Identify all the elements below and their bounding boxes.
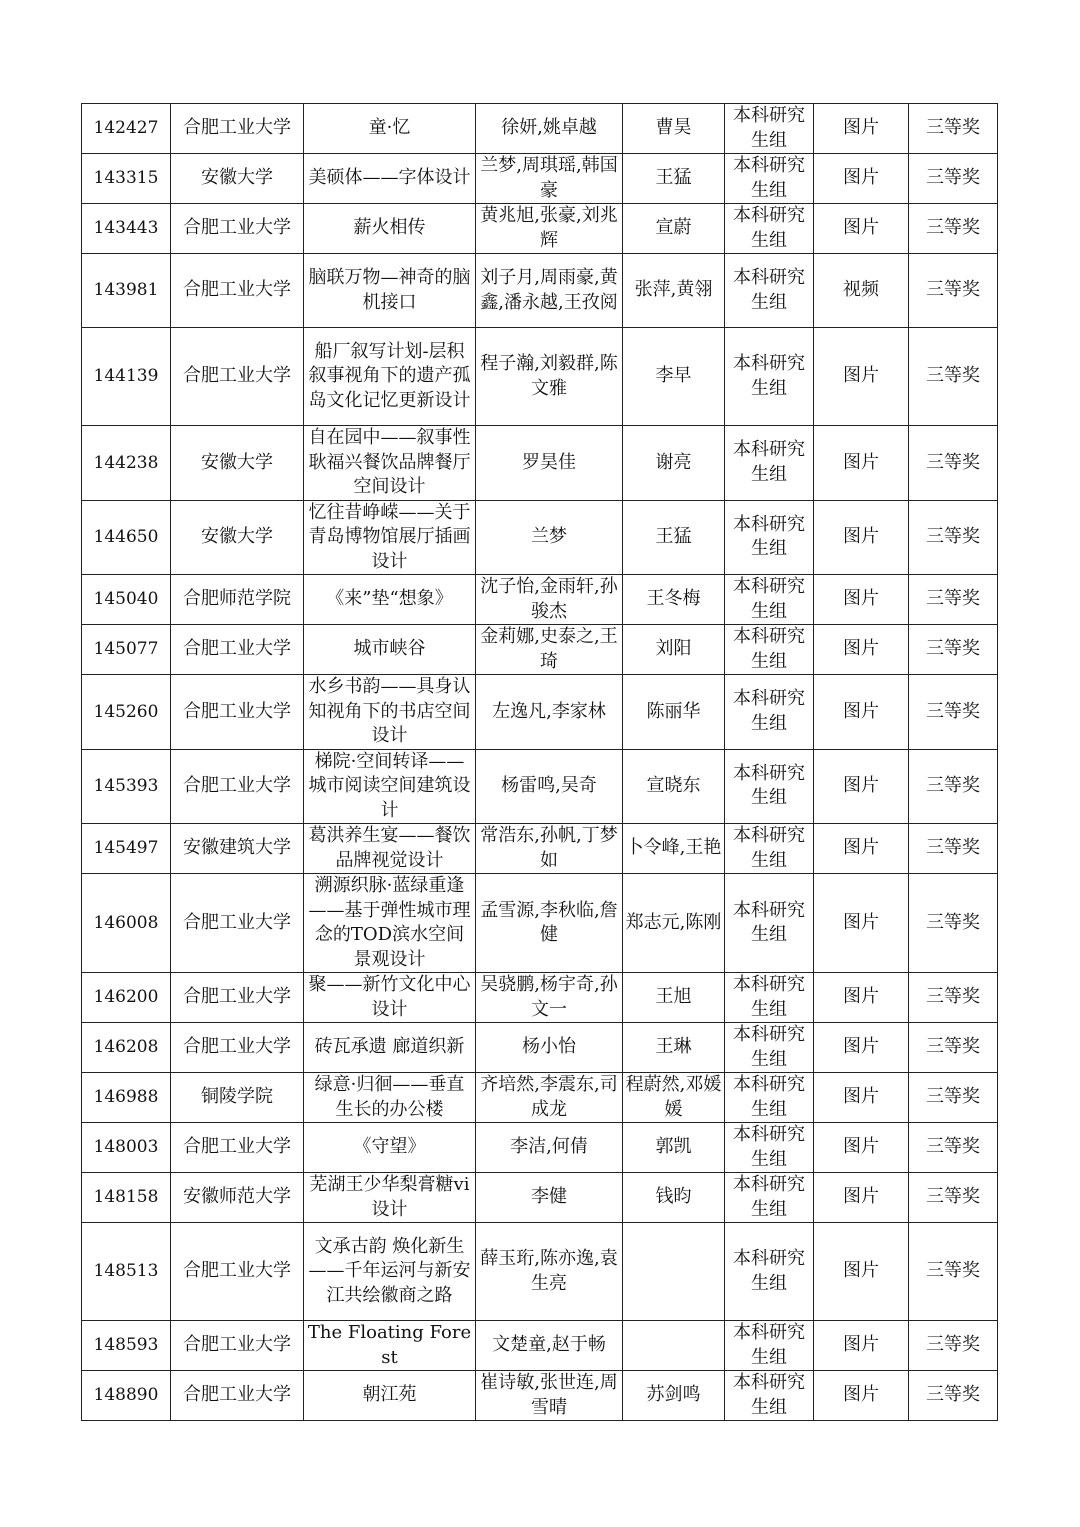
school-cell: 安徽师范大学 <box>171 1173 304 1223</box>
table-row <box>82 500 998 575</box>
award-cell: 三等奖 <box>909 500 998 575</box>
entry-id-cell: 145260 <box>82 675 171 750</box>
group-cell: 本科研究生组 <box>725 328 814 426</box>
group-cell: 本科研究生组 <box>725 204 814 254</box>
work-title-cell: 美硕体——字体设计 <box>304 154 476 204</box>
authors-cell: 齐培然,李震东,司成龙 <box>476 1073 623 1123</box>
work-title-cell: The Floating Forest <box>304 1321 476 1371</box>
school-cell: 合肥工业大学 <box>171 1371 304 1421</box>
authors-cell: 崔诗敏,张世连,周雪晴 <box>476 1371 623 1421</box>
work-type-cell: 图片 <box>814 1173 909 1223</box>
advisor-cell: 张萍,黄翎 <box>623 254 725 328</box>
school-cell: 合肥工业大学 <box>171 1321 304 1371</box>
group-cell: 本科研究生组 <box>725 874 814 973</box>
work-title-cell: 溯源织脉·蓝绿重逢——基于弹性城市理念的TOD滨水空间景观设计 <box>304 874 476 973</box>
work-title-cell: 葛洪养生宴——餐饮品牌视觉设计 <box>304 824 476 874</box>
table-row <box>82 328 998 426</box>
award-cell: 三等奖 <box>909 426 998 501</box>
work-type-cell: 图片 <box>814 104 909 154</box>
advisor-cell: 宣晓东 <box>623 749 725 824</box>
authors-cell: 常浩东,孙帆,丁梦如 <box>476 824 623 874</box>
table-row <box>82 1023 998 1073</box>
group-cell: 本科研究生组 <box>725 426 814 501</box>
table-row <box>82 749 998 824</box>
entry-id-cell: 145040 <box>82 575 171 625</box>
authors-cell: 刘子月,周雨豪,黄鑫,潘永越,王孜阅 <box>476 254 623 328</box>
entry-id-cell: 148513 <box>82 1223 171 1321</box>
work-type-cell: 图片 <box>814 973 909 1023</box>
table-row <box>82 254 998 328</box>
work-type-cell: 图片 <box>814 575 909 625</box>
school-cell: 合肥工业大学 <box>171 104 304 154</box>
award-cell: 三等奖 <box>909 254 998 328</box>
entry-id-cell: 144650 <box>82 500 171 575</box>
table-row <box>82 874 998 973</box>
entry-id-cell: 145497 <box>82 824 171 874</box>
authors-cell: 吴骁鹏,杨宇奇,孙文一 <box>476 973 623 1023</box>
work-type-cell: 图片 <box>814 1223 909 1321</box>
work-title-cell: 梯院·空间转译——城市阅读空间建筑设计 <box>304 749 476 824</box>
award-cell: 三等奖 <box>909 675 998 750</box>
group-cell: 本科研究生组 <box>725 1023 814 1073</box>
authors-cell: 金莉娜,史泰之,王琦 <box>476 625 623 675</box>
work-title-cell: 绿意·归徊——垂直生长的办公楼 <box>304 1073 476 1123</box>
award-cell: 三等奖 <box>909 824 998 874</box>
advisor-cell: 郭凯 <box>623 1123 725 1173</box>
work-type-cell: 图片 <box>814 1321 909 1371</box>
work-type-cell: 图片 <box>814 204 909 254</box>
school-cell: 合肥工业大学 <box>171 1023 304 1073</box>
entry-id-cell: 146208 <box>82 1023 171 1073</box>
advisor-cell: 苏剑鸣 <box>623 1371 725 1421</box>
table-row <box>82 154 998 204</box>
group-cell: 本科研究生组 <box>725 154 814 204</box>
group-cell: 本科研究生组 <box>725 1223 814 1321</box>
award-cell: 三等奖 <box>909 1173 998 1223</box>
work-type-cell: 图片 <box>814 749 909 824</box>
table-row <box>82 204 998 254</box>
award-cell: 三等奖 <box>909 1073 998 1123</box>
group-cell: 本科研究生组 <box>725 973 814 1023</box>
work-title-cell: 自在园中——叙事性耿福兴餐饮品牌餐厅空间设计 <box>304 426 476 501</box>
authors-cell: 杨小怡 <box>476 1023 623 1073</box>
authors-cell: 李健 <box>476 1173 623 1223</box>
group-cell: 本科研究生组 <box>725 575 814 625</box>
school-cell: 合肥工业大学 <box>171 1223 304 1321</box>
group-cell: 本科研究生组 <box>725 254 814 328</box>
work-type-cell: 图片 <box>814 154 909 204</box>
group-cell: 本科研究生组 <box>725 1321 814 1371</box>
entry-id-cell: 148158 <box>82 1173 171 1223</box>
authors-cell: 黄兆旭,张豪,刘兆辉 <box>476 204 623 254</box>
table-row <box>82 1123 998 1173</box>
award-cell: 三等奖 <box>909 104 998 154</box>
table-row <box>82 426 998 501</box>
award-cell: 三等奖 <box>909 1371 998 1421</box>
entry-id-cell: 143981 <box>82 254 171 328</box>
work-type-cell: 图片 <box>814 500 909 575</box>
work-title-cell: 脑联万物—神奇的脑机接口 <box>304 254 476 328</box>
group-cell: 本科研究生组 <box>725 824 814 874</box>
table-row <box>82 675 998 750</box>
award-cell: 三等奖 <box>909 874 998 973</box>
advisor-cell: 王旭 <box>623 973 725 1023</box>
group-cell: 本科研究生组 <box>725 500 814 575</box>
work-title-cell: 童·忆 <box>304 104 476 154</box>
group-cell: 本科研究生组 <box>725 749 814 824</box>
work-type-cell: 图片 <box>814 426 909 501</box>
school-cell: 合肥工业大学 <box>171 874 304 973</box>
authors-cell: 兰梦 <box>476 500 623 575</box>
entry-id-cell: 145077 <box>82 625 171 675</box>
advisor-cell: 王猛 <box>623 500 725 575</box>
work-type-cell: 图片 <box>814 328 909 426</box>
school-cell: 合肥工业大学 <box>171 625 304 675</box>
work-type-cell: 图片 <box>814 675 909 750</box>
table-row <box>82 1371 998 1421</box>
table-row <box>82 625 998 675</box>
table-row <box>82 104 998 154</box>
work-title-cell: 文承古韵 焕化新生——千年运河与新安江共绘徽商之路 <box>304 1223 476 1321</box>
award-cell: 三等奖 <box>909 749 998 824</box>
work-type-cell: 图片 <box>814 1073 909 1123</box>
award-cell: 三等奖 <box>909 1321 998 1371</box>
advisor-cell: 钱昀 <box>623 1173 725 1223</box>
work-title-cell: 忆往昔峥嵘——关于青岛博物馆展厅插画设计 <box>304 500 476 575</box>
table-row <box>82 973 998 1023</box>
work-type-cell: 图片 <box>814 1123 909 1173</box>
work-title-cell: 水乡书韵——具身认知视角下的书店空间设计 <box>304 675 476 750</box>
table-row <box>82 1223 998 1321</box>
work-type-cell: 图片 <box>814 625 909 675</box>
entry-id-cell: 148593 <box>82 1321 171 1371</box>
advisor-cell: 宣蔚 <box>623 204 725 254</box>
advisor-cell: 陈丽华 <box>623 675 725 750</box>
award-cell: 三等奖 <box>909 204 998 254</box>
advisor-cell <box>623 1321 725 1371</box>
award-cell: 三等奖 <box>909 973 998 1023</box>
work-title-cell: 城市峡谷 <box>304 625 476 675</box>
group-cell: 本科研究生组 <box>725 625 814 675</box>
entry-id-cell: 144238 <box>82 426 171 501</box>
entry-id-cell: 143443 <box>82 204 171 254</box>
work-title-cell: 芜湖王少华梨膏糖vi设计 <box>304 1173 476 1223</box>
authors-cell: 杨雷鸣,吴奇 <box>476 749 623 824</box>
work-title-cell: 砖瓦承遗 廊道织新 <box>304 1023 476 1073</box>
work-type-cell: 图片 <box>814 1371 909 1421</box>
school-cell: 合肥工业大学 <box>171 749 304 824</box>
group-cell: 本科研究生组 <box>725 1371 814 1421</box>
authors-cell: 程子瀚,刘毅群,陈文雅 <box>476 328 623 426</box>
group-cell: 本科研究生组 <box>725 1173 814 1223</box>
group-cell: 本科研究生组 <box>725 1123 814 1173</box>
work-type-cell: 图片 <box>814 824 909 874</box>
advisor-cell: 刘阳 <box>623 625 725 675</box>
work-title-cell: 《守望》 <box>304 1123 476 1173</box>
school-cell: 安徽建筑大学 <box>171 824 304 874</box>
work-type-cell: 图片 <box>814 1023 909 1073</box>
entry-id-cell: 148003 <box>82 1123 171 1173</box>
table-row <box>82 824 998 874</box>
table-row <box>82 1173 998 1223</box>
school-cell: 合肥工业大学 <box>171 675 304 750</box>
school-cell: 合肥工业大学 <box>171 973 304 1023</box>
authors-cell: 左逸凡,李家林 <box>476 675 623 750</box>
authors-cell: 兰梦,周琪瑶,韩国豪 <box>476 154 623 204</box>
advisor-cell: 郑志元,陈刚 <box>623 874 725 973</box>
entry-id-cell: 144139 <box>82 328 171 426</box>
award-cell: 三等奖 <box>909 328 998 426</box>
work-title-cell: 薪火相传 <box>304 204 476 254</box>
award-cell: 三等奖 <box>909 1223 998 1321</box>
school-cell: 合肥师范学院 <box>171 575 304 625</box>
table-row <box>82 575 998 625</box>
award-cell: 三等奖 <box>909 154 998 204</box>
entry-id-cell: 145393 <box>82 749 171 824</box>
advisor-cell: 卜令峰,王艳 <box>623 824 725 874</box>
school-cell: 合肥工业大学 <box>171 328 304 426</box>
table-row <box>82 1073 998 1123</box>
school-cell: 安徽大学 <box>171 154 304 204</box>
authors-cell: 沈子怡,金雨轩,孙骏杰 <box>476 575 623 625</box>
entry-id-cell: 146008 <box>82 874 171 973</box>
work-type-cell: 视频 <box>814 254 909 328</box>
advisor-cell: 李早 <box>623 328 725 426</box>
authors-cell: 孟雪源,李秋临,詹健 <box>476 874 623 973</box>
school-cell: 安徽大学 <box>171 500 304 575</box>
table-row <box>82 1321 998 1371</box>
group-cell: 本科研究生组 <box>725 1073 814 1123</box>
advisor-cell: 王琳 <box>623 1023 725 1073</box>
authors-cell: 文楚童,赵于畅 <box>476 1321 623 1371</box>
school-cell: 铜陵学院 <box>171 1073 304 1123</box>
advisor-cell: 谢亮 <box>623 426 725 501</box>
award-cell: 三等奖 <box>909 575 998 625</box>
advisor-cell <box>623 1223 725 1321</box>
advisor-cell: 曹昊 <box>623 104 725 154</box>
authors-cell: 徐妍,姚卓越 <box>476 104 623 154</box>
entry-id-cell: 142427 <box>82 104 171 154</box>
entry-id-cell: 146200 <box>82 973 171 1023</box>
authors-cell: 薛玉珩,陈亦逸,袁生亮 <box>476 1223 623 1321</box>
group-cell: 本科研究生组 <box>725 104 814 154</box>
work-type-cell: 图片 <box>814 874 909 973</box>
advisor-cell: 王冬梅 <box>623 575 725 625</box>
entry-id-cell: 143315 <box>82 154 171 204</box>
work-title-cell: 朝江苑 <box>304 1371 476 1421</box>
award-cell: 三等奖 <box>909 1023 998 1073</box>
work-title-cell: 聚——新竹文化中心设计 <box>304 973 476 1023</box>
work-title-cell: 船厂叙写计划-层积叙事视角下的遗产孤岛文化记忆更新设计 <box>304 328 476 426</box>
award-cell: 三等奖 <box>909 625 998 675</box>
authors-cell: 罗昊佳 <box>476 426 623 501</box>
entry-id-cell: 146988 <box>82 1073 171 1123</box>
authors-cell: 李洁,何倩 <box>476 1123 623 1173</box>
school-cell: 合肥工业大学 <box>171 254 304 328</box>
advisor-cell: 王猛 <box>623 154 725 204</box>
school-cell: 合肥工业大学 <box>171 1123 304 1173</box>
award-table-body <box>82 104 998 1421</box>
advisor-cell: 程蔚然,邓媛媛 <box>623 1073 725 1123</box>
work-title-cell: 《来”垫“想象》 <box>304 575 476 625</box>
award-cell: 三等奖 <box>909 1123 998 1173</box>
group-cell: 本科研究生组 <box>725 675 814 750</box>
entry-id-cell: 148890 <box>82 1371 171 1421</box>
award-table <box>81 103 998 1421</box>
school-cell: 安徽大学 <box>171 426 304 501</box>
school-cell: 合肥工业大学 <box>171 204 304 254</box>
